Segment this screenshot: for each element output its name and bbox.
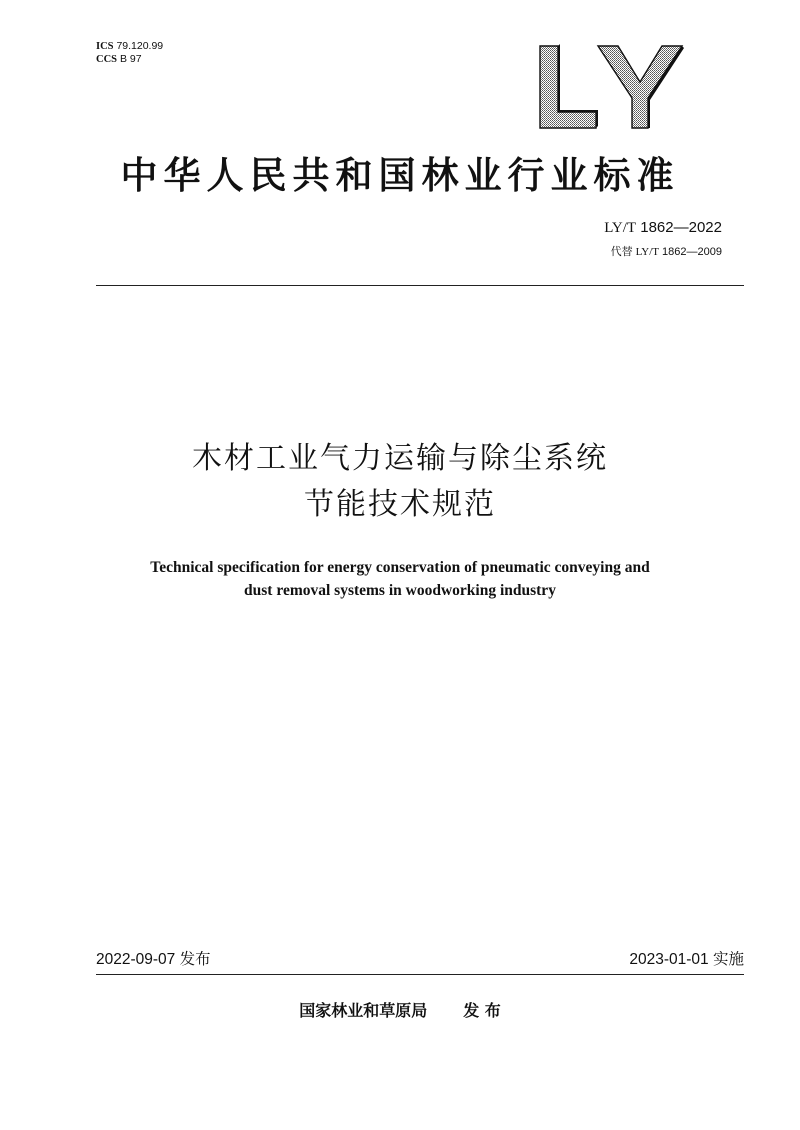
title-zh-line1: 木材工业气力运输与除尘系统 [192, 441, 608, 476]
logo-letter-y [598, 46, 682, 128]
ly-logo [536, 42, 686, 130]
ics-line [96, 40, 163, 53]
issue-date [96, 950, 211, 970]
replaces-prefix: LY/T [635, 246, 659, 258]
replaces-label: 代替 [610, 246, 633, 258]
implement-date-label: 实施 [712, 951, 744, 968]
standard-prefix: LY/T [604, 220, 637, 236]
classification-codes [96, 40, 163, 66]
issuer-name: 国家林业和草原局 [299, 1001, 428, 1020]
title-en [0, 556, 800, 602]
title-en-line2: dust removal systems in woodworking industry [244, 582, 556, 599]
title-en-line1: Technical specification for energy conservation of pneumatic conveying and [150, 559, 650, 576]
title-zh-line2: 节能技术规范 [304, 487, 496, 522]
header-divider [96, 285, 744, 286]
ics-label: ICS [96, 41, 114, 52]
issuer-action: 发 布 [463, 1001, 501, 1020]
standard-code: 1862—2022 [640, 219, 722, 236]
ccs-line [96, 53, 163, 66]
replaces-line [611, 244, 722, 260]
ccs-code: B 97 [119, 53, 142, 65]
logo-text: LY [536, 42, 538, 43]
logo-letter-l [540, 46, 596, 128]
issue-date-label: 发布 [179, 951, 211, 968]
ics-code: 79.120.99 [116, 40, 164, 52]
footer-divider [96, 974, 744, 975]
issuer-line [0, 1000, 800, 1022]
ccs-label: CCS [96, 54, 118, 65]
implement-date [629, 950, 744, 970]
standard-number [604, 218, 722, 238]
implement-date-value: 2023-01-01 [629, 951, 709, 968]
issue-date-value: 2022-09-07 [96, 951, 176, 968]
standard-category-title: 中华人民共和国林业行业标准 [120, 154, 680, 197]
replaces-code: 1862—2009 [662, 246, 722, 258]
